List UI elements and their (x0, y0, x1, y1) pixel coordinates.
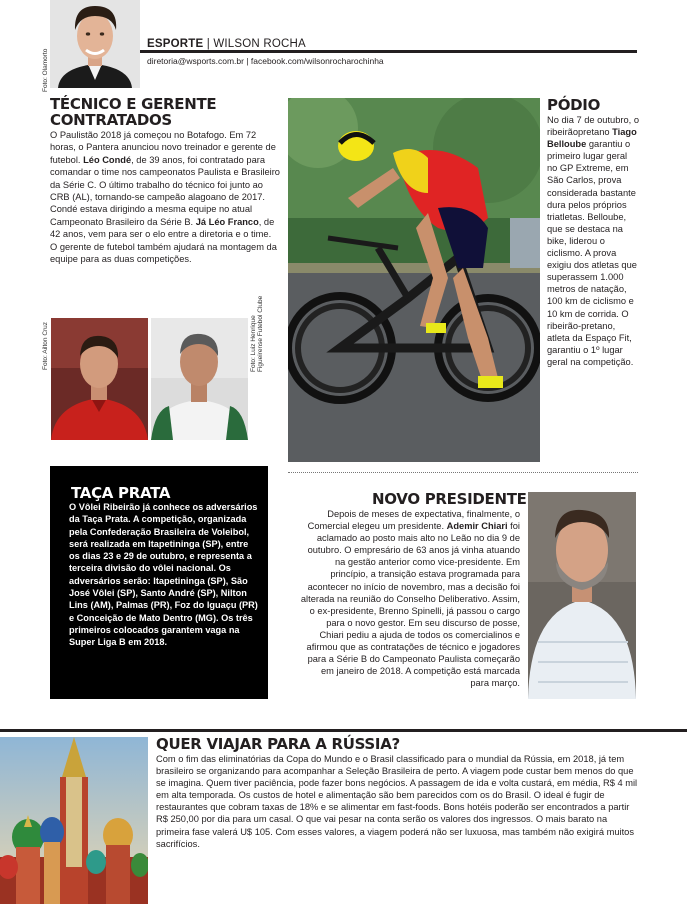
leo-franco-photo (151, 318, 248, 440)
ademir-chiari-photo (528, 492, 636, 699)
leo-franco-credit-line2: Figueirense Futebol Clube (257, 295, 264, 372)
presidente-name: Ademir Chiari (446, 521, 508, 532)
section-name: ESPORTE (147, 38, 204, 50)
leo-franco-photo-credit (250, 296, 264, 372)
tecnico-text-1: O Paulistão 2018 já começou no Botafogo. Em 72 horas, o Pantera anunciou novo treinador e gerente de futebol. (50, 130, 276, 165)
tecnico-heading (50, 96, 280, 128)
tecnico-heading-line1: TÉCNICO E GERENTE (50, 95, 217, 113)
cyclist-photo (288, 98, 540, 462)
podio-body (547, 114, 639, 368)
section-header (147, 38, 306, 50)
russia-body: Com o fim das eliminatórias da Copa do Mundo e o Brasil classificado para o mundial da Rússia, em 2018, já tem brasileiro se organizando para acompanhar a Seleção Brasileira de perto. A viagem pode custar bem menos do que se imagina. Quem tiver paciência, pode fazer bons negócios. A passagem de ida e volta custará, em média, R$ 4 mil em alta temporada. Os custos de hotel e alimentação são bem parecidos com os do Brasil. O ideal é fugir de restaurantes que cobram taxas de 18% e se alimentar em fast-foods. Bons hotéis poderão ser encontrados a partir R$ 250,00 por dia para um casal. O que vai pesar na conta serão os valores dos ingressos. O mais barato na primeira fase valerá U$ 105. Com esses valores, a viagem poderá não ser luxuosa, mas também não exigirá muitos sacrifícios. (156, 754, 638, 849)
podio-athlete-name: Tiago Belloube (547, 127, 637, 150)
presidente-body (300, 508, 520, 689)
tecnico-name-2: Já Léo Franco (195, 216, 259, 227)
tecnico-heading-line2: CONTRATADOS (50, 111, 172, 129)
leo-conde-photo-credit: Foto: Ailton Cruz (42, 321, 49, 370)
tecnico-name-1: Léo Condé (83, 154, 132, 165)
russia-heading: QUER VIAJAR PARA A RÚSSIA? (156, 735, 400, 753)
presidente-text-1: Depois de meses de expectativa, finalmente, o Comercial elegeu um presidente. (307, 509, 520, 532)
section-separator: | (206, 38, 210, 50)
podio-text-2: garantiu o primeiro lugar geral no GP Extreme, em São Carlos, prova considerada bastante dura pelos próprios triatletas. Belloube, que se destaca na bike, liderou o ciclismo. A prova exigiu dos atletas que superassem 1.000 metros de natação, 100 km de ciclismo e 10 km de corrida. O ribeirão-pretano, atleta da Espaço Fit, garantiu o 1º lugar geral na competição. (547, 139, 637, 367)
tecnico-text-2: , de 39 anos, foi contratado para comandar o time nos campeonatos Paulista e Brasileiro da Série C. O último trabalho do técnico foi junto ao CRB (AL), tornando-se campeão alagoano de 2017. Condé estava dirigindo a mesma equipe no atual Campeonato Brasileiro da Série B. (50, 154, 280, 227)
presidente-heading: NOVO PRESIDENTE (372, 490, 527, 508)
author-name: WILSON ROCHA (213, 38, 306, 50)
author-contact: diretoria@wsports.com.br | facebook.com/wilsonrocharochinha (147, 56, 384, 66)
presidente-text-2: foi aclamado ao posto mais alto no Leão no dia 9 de outubro. O empresário de 63 anos já vinha atuando na gestão anterior como vice-presidente. Em princípio, a transição estava programada para acontecer no início de novembro, mas a decisão foi alterada na reunião do Conselho Deliberativo. Assim, o ex-presidente, Brenno Spinelli, já passou o cargo para o novo gestor. Em seu discurso de posse, Chiari pediu a ajuda de todos os comercialinos e afirmou que as contratações de técnico e jogadores para a Série B do Campeonato Paulista começarão em janeiro de 2018. A competição está marcada para março. (300, 521, 520, 689)
taca-heading: TAÇA PRATA (71, 484, 171, 502)
author-photo-credit: Foto: Olamorto (42, 48, 49, 92)
taca-body: O Vôlei Ribeirão já conhece os adversários da Taça Prata. A competição, organizada pela Confederação Brasileira de Voleibol, será realizada em Itapetininga (SP), entre os dias 23 e 29 de outubro, e representa a terceira divisão do vôlei nacional. Os adversários serão: Itapetininga (SP), São José Vôlei (SP), Santo André (SP), Nilton Lins (AM), Palmas (PR), Foz do Iguaçu (PR) e Conceição de Mato Dentro (MG). Os três primeiros colocados garantem vaga na Super Liga B em 2018. (69, 502, 258, 648)
header-rule (140, 50, 637, 53)
saint-basil-cathedral-photo (0, 737, 148, 904)
tecnico-text-3: , de 42 anos, vem para ser o elo entre a diretoria e o time. O gerente de futebol também ajudará na montagem da equipe para as duas competições. (50, 216, 277, 265)
bottom-rule (0, 729, 687, 732)
section-divider (288, 472, 638, 473)
tecnico-body (50, 129, 280, 265)
podio-heading: PÓDIO (547, 96, 601, 114)
author-photo (50, 0, 140, 88)
leo-conde-photo (51, 318, 148, 440)
leo-franco-credit-line1: Foto: Luiz Henrique (250, 315, 257, 372)
podio-text-1: No dia 7 de outubro, o ribeirãopretano (547, 115, 640, 138)
